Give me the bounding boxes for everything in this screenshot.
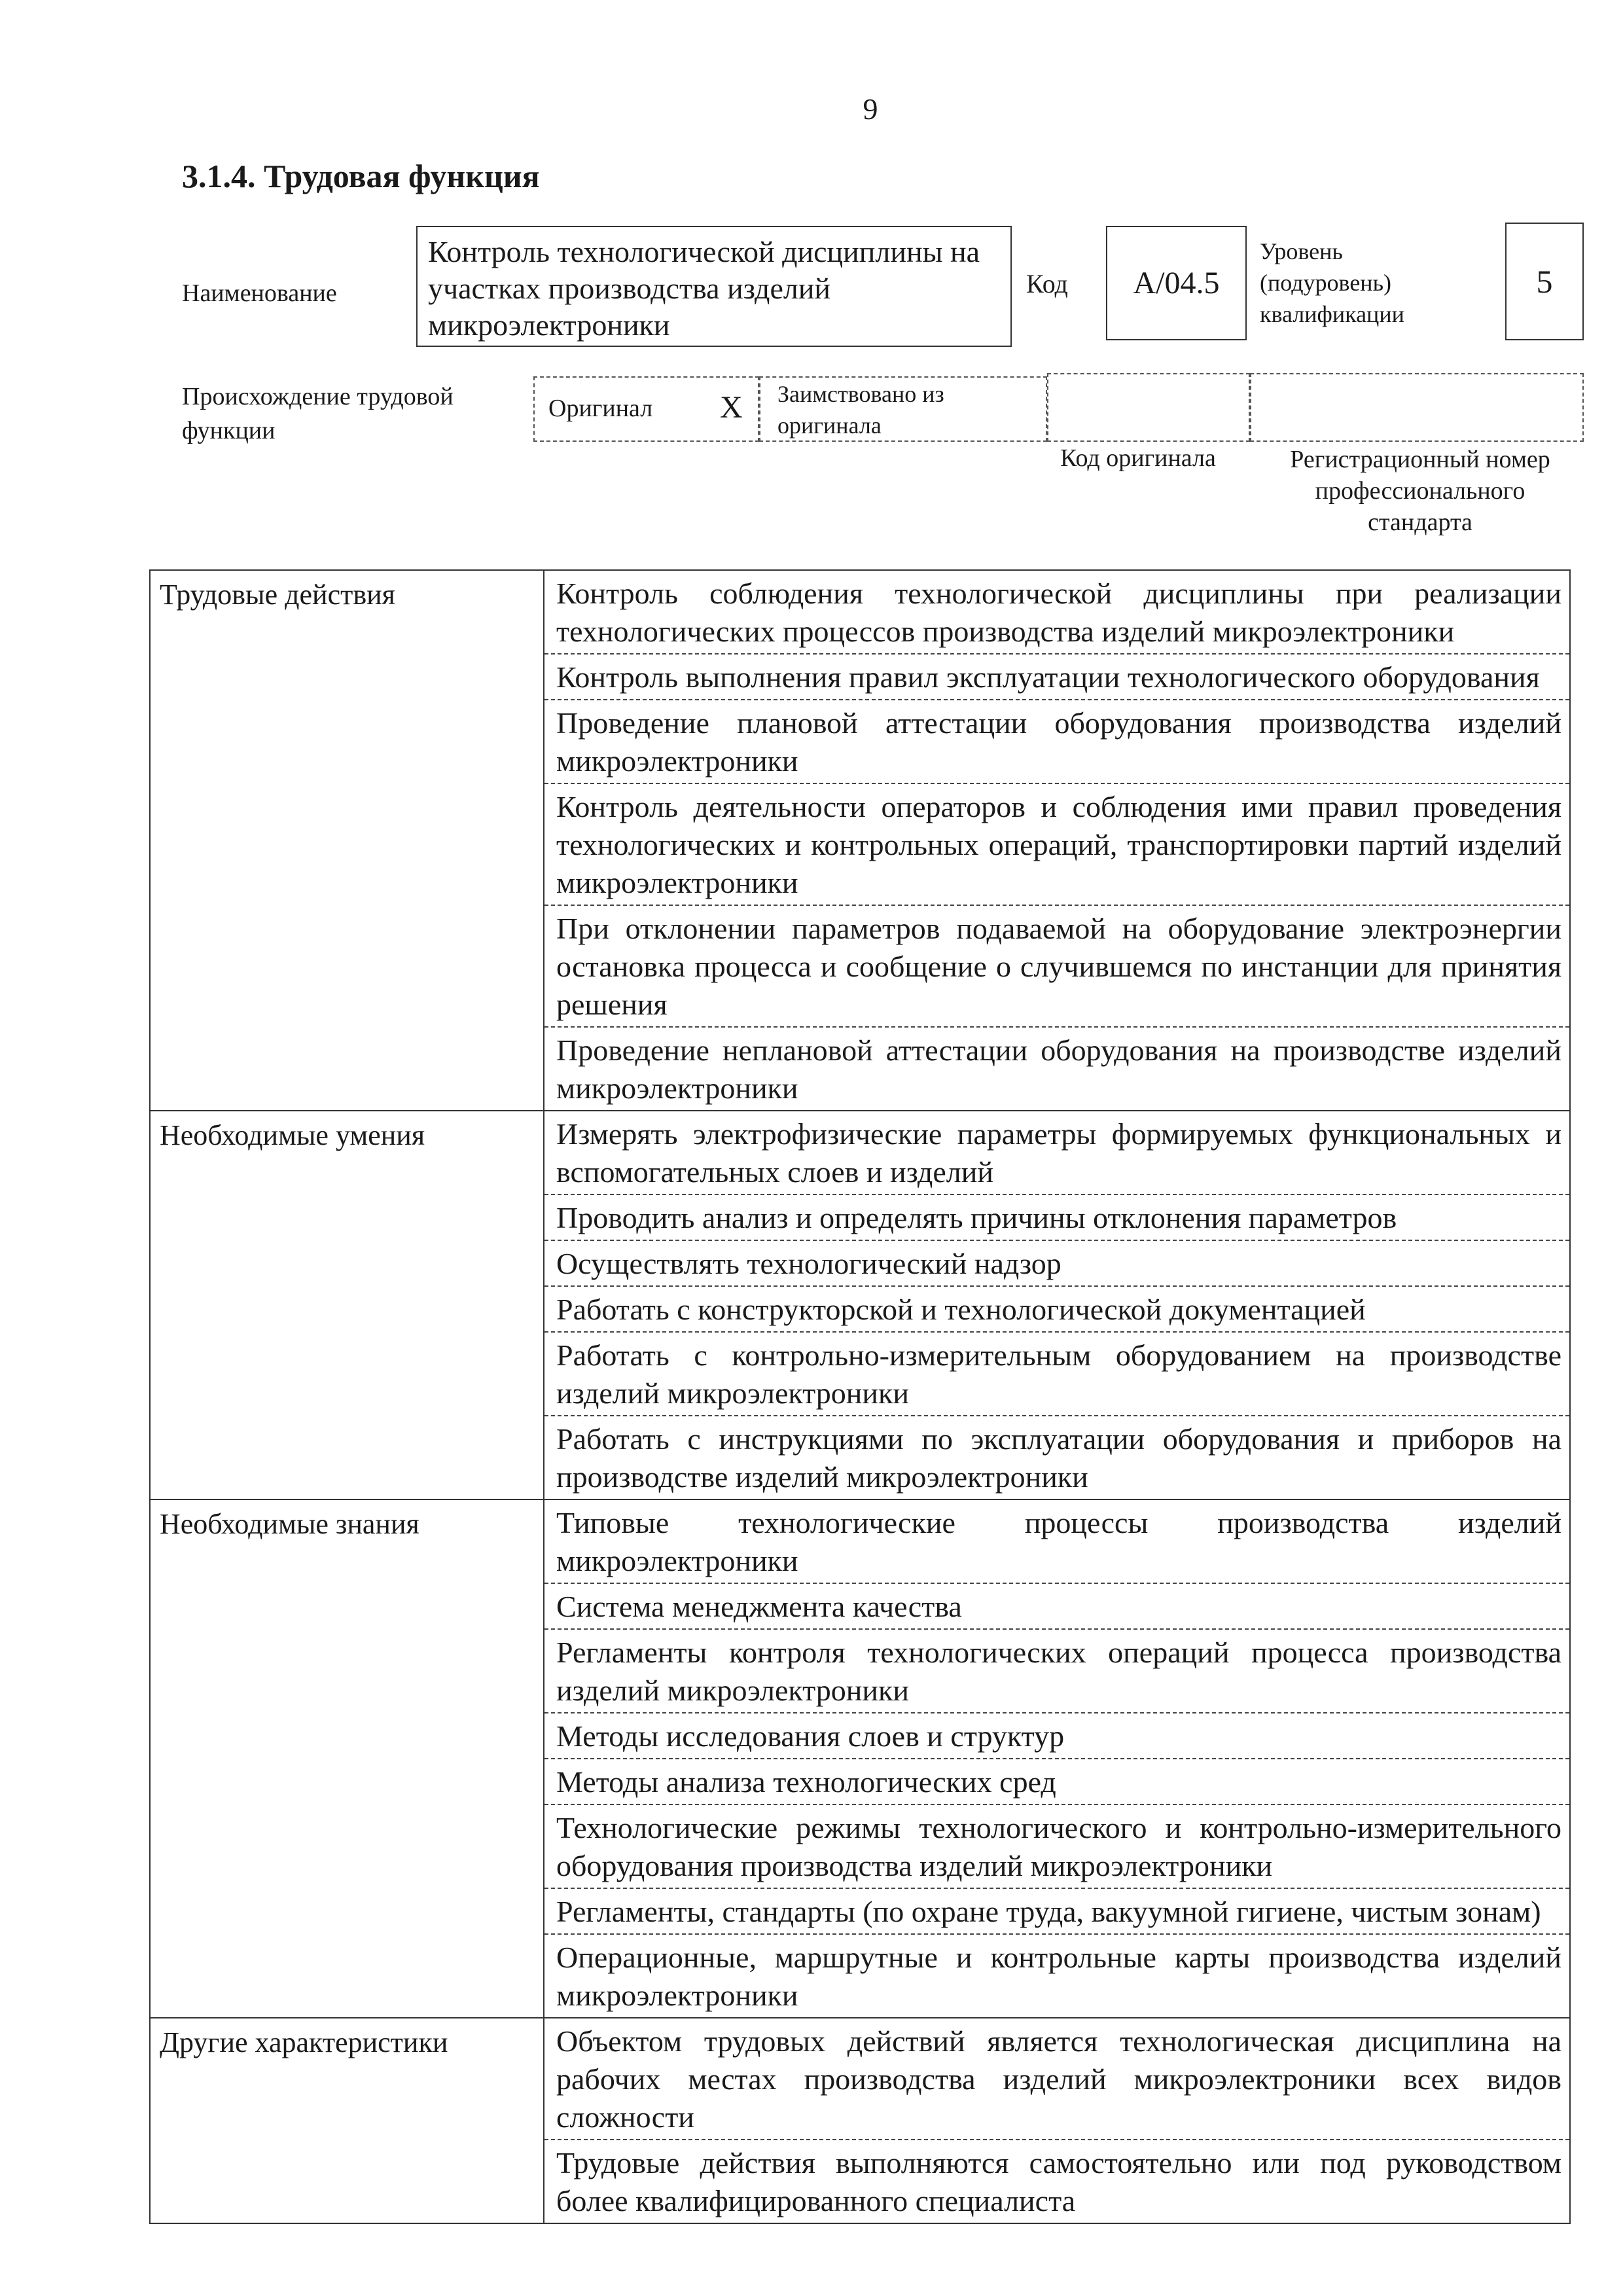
page-number: 9 bbox=[863, 92, 878, 126]
list-item: Проведение неплановой аттестации оборудования на производстве изделий микроэлектроники bbox=[556, 1033, 1561, 1105]
name-value: Контроль технологической дисциплины на участках производства изделий микроэлектроники bbox=[416, 226, 1012, 347]
list-item: Измерять электрофизические параметры формируемых функциональных и вспомогательных слоев и изделий bbox=[544, 1111, 1569, 1195]
list-item: Контроль выполнения правил эксплуатации технологического оборудования bbox=[544, 655, 1569, 700]
table-row bbox=[150, 1111, 1570, 1499]
list-item: Работать с контрольно-измерительным оборудованием на производстве изделий микроэлектроники bbox=[544, 1333, 1569, 1416]
list-item: Регламенты, стандарты (по охране труда, вакуумной гигиене, чистым зонам) bbox=[544, 1889, 1569, 1935]
list-item: Проводить анализ и определять причины отклонения параметров bbox=[544, 1195, 1569, 1241]
list-item: Работать с конструкторской и технологической документацией bbox=[544, 1287, 1569, 1333]
row-items bbox=[544, 1499, 1570, 2018]
row-category: Другие характеристики bbox=[150, 2018, 544, 2223]
list-item: Операционные, маршрутные и контрольные карты производства изделий микроэлектроники bbox=[556, 1941, 1561, 2012]
list-item: Контроль деятельности операторов и соблюдения ими правил проведения технологических и контрольных операций, транспортировки партий изделий микроэлектроники bbox=[544, 784, 1569, 906]
list-item: Трудовые действия выполняются самостоятельно или под руководством более квалифицированного специалиста bbox=[556, 2146, 1561, 2217]
row-category: Трудовые действия bbox=[150, 570, 544, 1111]
table-row bbox=[150, 1499, 1570, 2018]
list-item: Система менеджмента качества bbox=[544, 1584, 1569, 1630]
code-original-caption: Код оригинала bbox=[1060, 444, 1216, 472]
row-items bbox=[544, 1111, 1570, 1499]
list-item: Контроль соблюдения технологической дисциплины при реализации технологических процессов производства изделий микроэлектроники bbox=[544, 571, 1569, 655]
level-label: Уровень (подуровень) квалификации bbox=[1260, 238, 1404, 327]
list-item: Технологические режимы технологического и контрольно-измерительного оборудования производства изделий микроэлектроники bbox=[544, 1805, 1569, 1889]
list-item: Методы анализа технологических сред bbox=[544, 1759, 1569, 1805]
borrowed-label: Заимствовано из оригинала bbox=[777, 381, 944, 439]
origin-label: Происхождение трудовой функции bbox=[182, 383, 454, 444]
table-row bbox=[150, 2018, 1570, 2223]
level-value: 5 bbox=[1505, 223, 1584, 340]
list-item: Работать с инструкциями по эксплуатации оборудования и приборов на производстве изделий микроэлектроники bbox=[556, 1422, 1561, 1494]
list-item: Объектом трудовых действий является технологическая дисциплина на рабочих местах производства изделий микроэлектроники всех видов сложности bbox=[544, 2018, 1569, 2140]
row-items bbox=[544, 570, 1570, 1111]
row-category: Необходимые умения bbox=[150, 1111, 544, 1499]
list-item: Методы исследования слоев и структур bbox=[544, 1713, 1569, 1759]
reg-number-box bbox=[1250, 373, 1584, 442]
list-item: Типовые технологические процессы производства изделий микроэлектроники bbox=[544, 1500, 1569, 1584]
name-label: Наименование bbox=[182, 279, 337, 307]
function-table bbox=[149, 569, 1571, 2224]
row-items bbox=[544, 2018, 1570, 2223]
list-item: Осуществлять технологический надзор bbox=[544, 1241, 1569, 1287]
list-item: Проведение плановой аттестации оборудования производства изделий микроэлектроники bbox=[544, 700, 1569, 784]
table-row bbox=[150, 570, 1570, 1111]
row-category: Необходимые знания bbox=[150, 1499, 544, 2018]
reg-number-caption: Регистрационный номер профессионального стандарта bbox=[1290, 446, 1550, 536]
code-original-box bbox=[1047, 373, 1250, 442]
original-mark: X bbox=[720, 390, 743, 425]
section-title: 3.1.4. Трудовая функция bbox=[182, 158, 540, 194]
code-value: А/04.5 bbox=[1106, 226, 1247, 340]
list-item: При отклонении параметров подаваемой на оборудование электроэнергии остановка процесса и сообщение о случившемся по инстанции для принятия решения bbox=[544, 906, 1569, 1028]
original-label: Оригинал bbox=[548, 395, 653, 422]
list-item: Регламенты контроля технологических операций процесса производства изделий микроэлектроники bbox=[544, 1630, 1569, 1713]
code-label: Код bbox=[1026, 269, 1068, 298]
